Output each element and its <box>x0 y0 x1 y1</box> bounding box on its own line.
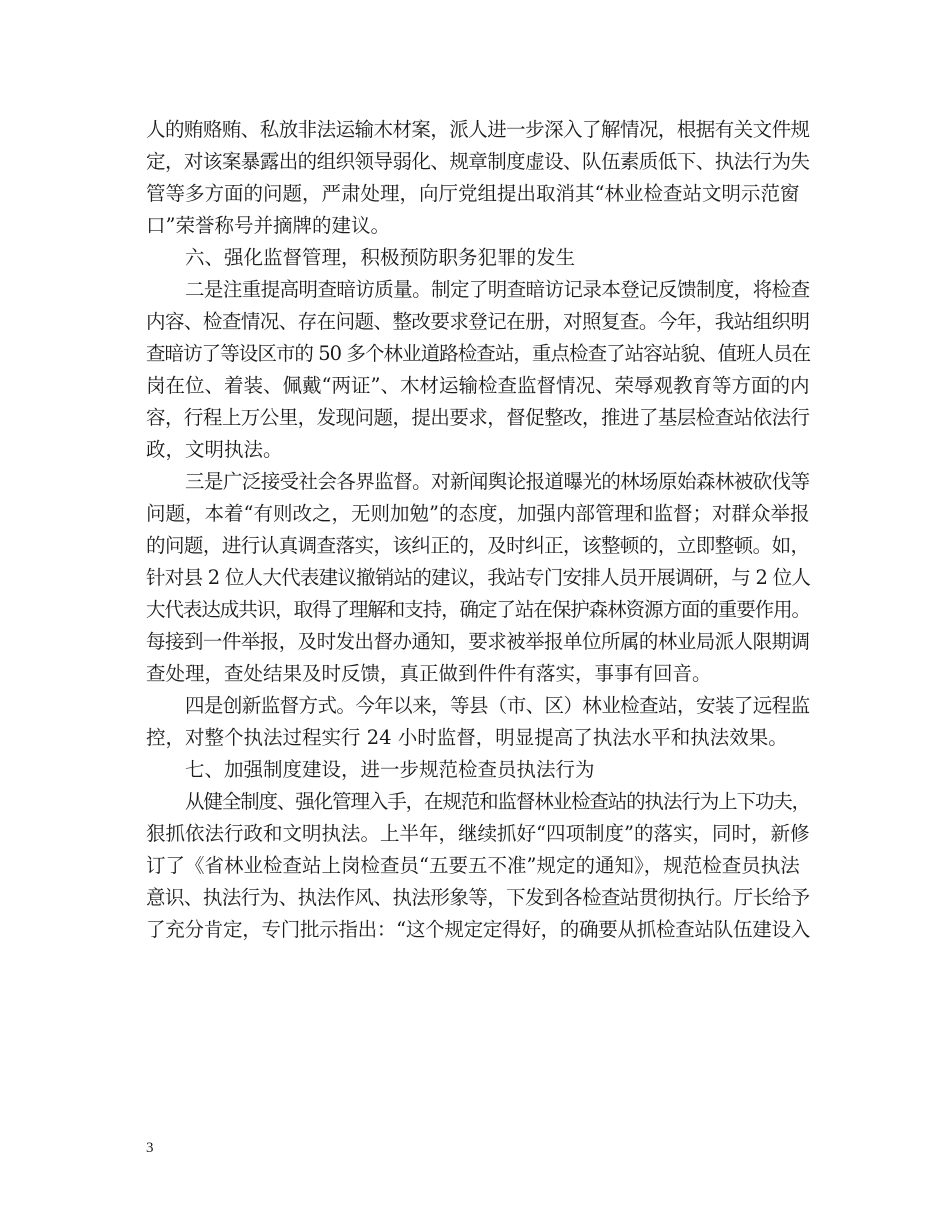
paragraph-first-line: 二是注重提高明查暗访质量。制定了明查暗访记录本登记反馈制度，将检查 <box>185 278 810 301</box>
text-line: 意识、执法行为、执法作风、执法形象等，下发到各检查站贯彻执行。厅长给予 <box>146 886 810 909</box>
text-line: 订了《省林业检查站上岗检查员“五要五不准”规定的通知》，规范检查员执法 <box>146 854 800 877</box>
text-line: 大代表达成共识，取得了理解和支持，确定了站在保护森林资源方面的重要作用。 <box>146 598 811 621</box>
text-line: 容，行程上万公里，发现问题，提出要求，督促整改，推进了基层检查站依法行 <box>146 406 810 429</box>
body-text <box>146 114 810 946</box>
text-line: 人的贿赂贿、私放非法运输木材案，派人进一步深入了解情况，根据有关文件规 <box>146 118 810 141</box>
text-line: 政，文明执法。 <box>146 438 283 461</box>
text-line: 查暗访了等设区市的 50 多个林业道路检查站，重点检查了站容站貌、值班人员在 <box>146 342 811 365</box>
text-line: 狠抓依法行政和文明执法。上半年，继续抓好“四项制度”的落实，同时，新修 <box>146 822 810 845</box>
text-line: 控，对整个执法过程实行 24 小时监督，明显提高了执法水平和执法效果。 <box>146 726 788 749</box>
text-line: 管等多方面的问题，严肃处理，向厅党组提出取消其“林业检查站文明示范窗 <box>146 182 800 205</box>
text-line: 岗在位、着装、佩戴“两证”、木材运输检查监督情况、荣辱观教育等方面的内 <box>146 374 810 397</box>
paragraph-first-line: 四是创新监督方式。今年以来，等县（市、区）林业检查站，安装了远程监 <box>185 694 810 717</box>
text-line: 针对县 2 位人大代表建议撤销站的建议，我站专门安排人员开展调研，与 2 位人 <box>146 566 811 589</box>
page-number: 3 <box>146 1140 154 1156</box>
paragraph-first-line: 七、加强制度建设，进一步规范检查员执法行为 <box>185 758 595 781</box>
text-line: 的问题，进行认真调查落实，该纠正的，及时纠正，该整顿的，立即整顿。如， <box>146 534 810 557</box>
paragraph-first-line: 六、强化监督管理，积极预防职务犯罪的发生 <box>185 246 576 269</box>
paragraph-first-line: 从健全制度、强化管理入手，在规范和监督林业检查站的执法行为上下功夫， <box>185 790 811 813</box>
text-line: 定，对该案暴露出的组织领导弱化、规章制度虚设、队伍素质低下、执法行为失 <box>146 150 810 173</box>
text-line: 了充分肯定，专门批示指出：“这个规定定得好，的确要从抓检查站队伍建设入 <box>146 918 810 941</box>
text-line: 口”荣誉称号并摘牌的建议。 <box>146 214 390 237</box>
text-line: 内容、检查情况、存在问题、整改要求登记在册，对照复查。今年，我站组织明 <box>146 310 810 333</box>
text-line: 查处理，查处结果及时反馈，真正做到件件有落实，事事有回音。 <box>146 662 712 685</box>
text-line: 问题，本着“有则改之，无则加勉”的态度，加强内部管理和监督；对群众举报 <box>146 502 810 525</box>
text-line: 每接到一件举报，及时发出督办通知，要求被举报单位所属的林业局派人限期调 <box>146 630 810 653</box>
paragraph-first-line: 三是广泛接受社会各界监督。对新闻舆论报道曝光的林场原始森林被砍伐等 <box>185 470 810 493</box>
